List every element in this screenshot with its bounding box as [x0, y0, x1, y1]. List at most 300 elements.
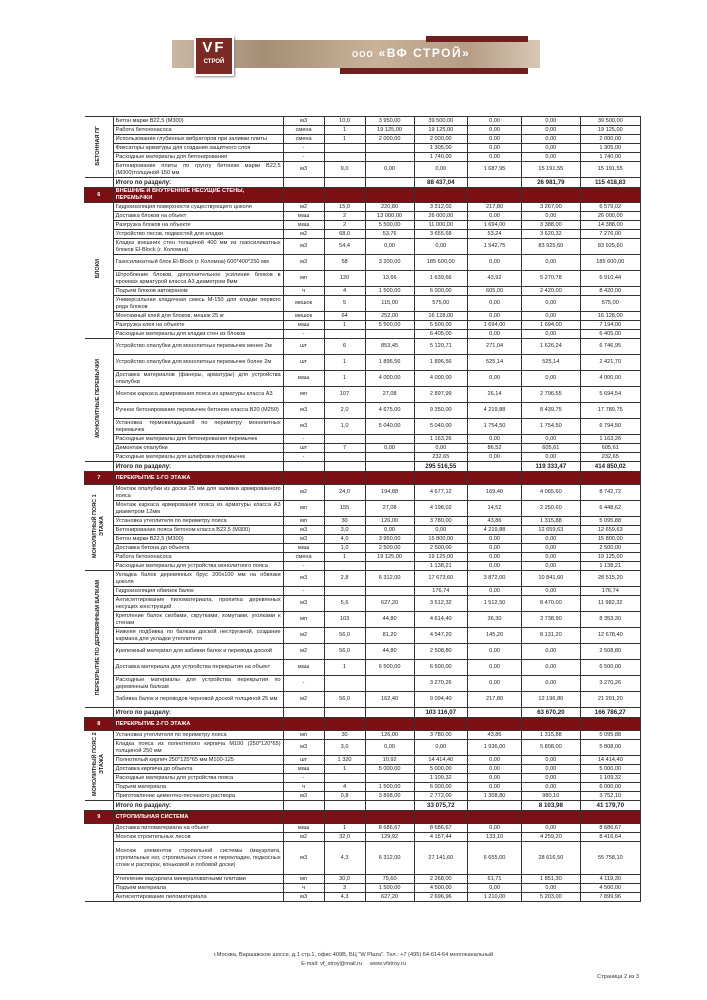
empty-cell: [324, 718, 365, 731]
cell-work-price: 0,00: [467, 553, 521, 562]
table-row: [85, 765, 641, 774]
cell-materials-sum: 6 500,00: [414, 660, 467, 676]
spacer: [85, 462, 114, 472]
cell-total: 12 678,40: [580, 628, 640, 644]
item-name: Установка утеплителя по периметру пояса: [113, 731, 283, 740]
cell-work-price: 1 936,00: [467, 740, 521, 756]
cell-unit-price: [365, 453, 414, 462]
cell-materials-sum: 3 270,26: [414, 676, 467, 692]
cell-materials-sum: 6 000,00: [414, 287, 467, 296]
empty-cell: [522, 188, 580, 203]
cell-work-price: 0,00: [467, 135, 521, 144]
cell-work-price: 169,40: [467, 485, 521, 501]
cell-work-sum: 8 470,00: [522, 596, 580, 612]
cell-unit-price: [365, 587, 414, 596]
cell-unit-price: 1 500,00: [365, 287, 414, 296]
total-label: Итого по разделу:: [113, 708, 283, 718]
cell-materials-sum: 5 040,00: [414, 419, 467, 435]
cell-work-price: 0,00: [467, 212, 521, 221]
cell-total: 185 600,00: [580, 255, 640, 271]
cell-qty: 1,0: [324, 419, 365, 435]
header-accent-bar: [426, 36, 528, 42]
cell-work-sum: 1 851,30: [522, 875, 580, 884]
item-name: Работа бетононасоса: [113, 126, 283, 135]
cell-qty: [324, 144, 365, 153]
cell-unit-price: 194,88: [365, 485, 414, 501]
cell-work-sum: 0,00: [522, 756, 580, 765]
empty-cell: [324, 462, 365, 472]
footer-contacts: [0, 961, 707, 967]
cell-materials-sum: 1 740,00: [414, 153, 467, 162]
cell-unit: м2: [283, 628, 324, 644]
cell-work-sum: 0,00: [522, 644, 580, 660]
cell-unit-price: 3 950,00: [365, 535, 414, 544]
item-name: Газосиликатный блок El-Block (г. Коломна) 600*400*250 мм: [113, 255, 283, 271]
cell-work-sum: 15 191,55: [522, 162, 580, 178]
table-row: [85, 774, 641, 783]
cell-qty: 1: [324, 355, 365, 371]
cell-qty: 15,0: [324, 203, 365, 212]
item-name: Антисептирование пиломатериала: [113, 893, 283, 902]
cell-unit-price: 220,80: [365, 203, 414, 212]
cell-work-sum: 0,00: [522, 296, 580, 312]
cell-unit: шт: [283, 444, 324, 453]
cell-unit-price: 0,00: [365, 526, 414, 535]
section-number: 8: [85, 718, 114, 731]
cell-total: 28 515,20: [580, 571, 640, 587]
cell-work-price: 0,00: [467, 296, 521, 312]
item-name: Устройство опалубки для монолитных перемычек менее 2м: [113, 339, 283, 355]
cell-qty: 68,0: [324, 230, 365, 239]
cell-materials-sum: 1 109,32: [414, 774, 467, 783]
cell-unit: мешок: [283, 296, 324, 312]
cell-materials-sum: 0,00: [414, 526, 467, 535]
item-name: Расходные материалы для устройства перекрытия по деревянным балкам: [113, 676, 283, 692]
table-row: [85, 162, 641, 178]
cell-work-price: 0,00: [467, 117, 521, 126]
empty-cell: [283, 811, 324, 824]
cell-total: 2 508,80: [580, 644, 640, 660]
cell-unit: м3: [283, 535, 324, 544]
cell-unit-price: [365, 330, 414, 339]
total-materials: 88 437,04: [414, 178, 467, 188]
cell-work-price: 1 542,75: [467, 239, 521, 255]
cell-total: 2 421,70: [580, 355, 640, 371]
item-name: Использование глубинных вибраторов при заливки плиты: [113, 135, 283, 144]
cell-unit: шт: [283, 756, 324, 765]
item-name: Подъем блоков автокраном: [113, 287, 283, 296]
cell-total: 6 000,00: [580, 783, 640, 792]
cell-work-sum: 2 796,55: [522, 387, 580, 403]
cell-materials-sum: 17 673,60: [414, 571, 467, 587]
cell-unit-price: 19 125,00: [365, 553, 414, 562]
cell-total: 39 500,00: [580, 117, 640, 126]
cell-work-price: 0,00: [467, 435, 521, 444]
item-name: Укладка балок деревянных брус 200х100 мм на обвязки цоколя: [113, 571, 283, 587]
empty-cell: [365, 462, 414, 472]
table-row: [85, 644, 641, 660]
cell-unit: маш: [283, 371, 324, 387]
cell-work-sum: 3 620,32: [522, 230, 580, 239]
item-name: Утепление мауэрлата минераловатными плитами: [113, 875, 283, 884]
item-name: Ручное бетонирование перемычек бетоном класса В20 (М250): [113, 403, 283, 419]
cell-work-price: 0,00: [467, 153, 521, 162]
table-row: [85, 355, 641, 371]
item-name: Приготовление цементно-песчаного раствора: [113, 792, 283, 801]
cell-qty: 1 320: [324, 756, 365, 765]
cell-total: 8 353,30: [580, 612, 640, 628]
cell-total: 176,74: [580, 587, 640, 596]
cell-materials-sum: 4 000,00: [414, 371, 467, 387]
cell-total: 14 388,00: [580, 221, 640, 230]
cell-total: 15 800,00: [580, 535, 640, 544]
cell-work-price: 0,00: [467, 453, 521, 462]
cell-unit: м3: [283, 419, 324, 435]
cell-work-price: 0,00: [467, 587, 521, 596]
cell-work-sum: 1 754,50: [522, 419, 580, 435]
empty-cell: [467, 188, 521, 203]
cell-unit-price: 4 000,00: [365, 371, 414, 387]
item-name: Монтаж каркаса армирования пояса из арматуры класса А3: [113, 387, 283, 403]
cell-unit-price: 0,00: [365, 239, 414, 255]
cell-unit: маш: [283, 824, 324, 833]
empty-cell: [324, 801, 365, 811]
cell-work-price: 43,92: [467, 271, 521, 287]
item-name: Установка термовкладышей по периметру монолитных перемычек: [113, 419, 283, 435]
empty-cell: [324, 811, 365, 824]
item-name: Демонтаж опалубки: [113, 444, 283, 453]
total-label: Итого по разделу:: [113, 178, 283, 188]
empty-cell: [324, 178, 365, 188]
cell-qty: [324, 153, 365, 162]
cell-qty: 56,0: [324, 692, 365, 708]
empty-cell: [414, 718, 467, 731]
empty-cell: [414, 188, 467, 203]
empty-cell: [580, 472, 640, 485]
cell-materials-sum: 2 500,00: [414, 544, 467, 553]
group-label-text: МОНОЛИТНЫЙ ПОЯС 1 ЭТАЖА: [91, 494, 105, 558]
cell-unit: м3: [283, 893, 324, 902]
cell-work-price: 0,00: [467, 255, 521, 271]
cell-unit: м2: [283, 644, 324, 660]
table-row: [85, 893, 641, 902]
cell-unit-price: 3 200,00: [365, 255, 414, 271]
table-row: [85, 330, 641, 339]
cell-materials-sum: 4 157,44: [414, 833, 467, 842]
footer-website[interactable]: www.vfstroy.ru: [369, 961, 406, 967]
cell-unit-price: 10,92: [365, 756, 414, 765]
cell-unit-price: 1 896,56: [365, 355, 414, 371]
cell-total: 5 808,00: [580, 740, 640, 756]
item-name: Бетонирование плиты по грунту бетоном марки В22,5 (М300)толщиной 150 мм: [113, 162, 283, 178]
cell-unit-price: 0,00: [365, 162, 414, 178]
cell-work-price: 1 694,00: [467, 221, 521, 230]
cell-work-sum: 0,00: [522, 255, 580, 271]
cell-unit: -: [283, 453, 324, 462]
cell-work-sum: 12 196,80: [522, 692, 580, 708]
cell-unit-price: 6 312,00: [365, 842, 414, 875]
item-name: Доставка кирпича до объекта: [113, 765, 283, 774]
cell-total: 3 752,10: [580, 792, 640, 801]
cell-unit: -: [283, 435, 324, 444]
item-name: Кладка внешних стен толщиной 400 мм из газосиликатных блоков El-Block (г. Коломна): [113, 239, 283, 255]
cell-total: 2 500,00: [580, 544, 640, 553]
cell-work-price: 53,24: [467, 230, 521, 239]
empty-cell: [414, 811, 467, 824]
cell-unit-price: 3 950,00: [365, 117, 414, 126]
table-row: [85, 230, 641, 239]
cell-total: 6 746,95: [580, 339, 640, 355]
cell-unit: -: [283, 144, 324, 153]
cell-work-price: 86,52: [467, 444, 521, 453]
cell-unit-price: 27,08: [365, 387, 414, 403]
page-number: Страница 2 из 3: [597, 974, 639, 980]
estimate-table: [84, 116, 641, 902]
group-label: [85, 339, 114, 462]
empty-cell: [580, 718, 640, 731]
cell-work-price: 145,20: [467, 628, 521, 644]
cell-qty: 6: [324, 339, 365, 355]
cell-materials-sum: 9 350,00: [414, 403, 467, 419]
cell-materials-sum: 3 512,32: [414, 596, 467, 612]
table-row: [85, 203, 641, 212]
cell-unit: м2: [283, 230, 324, 239]
cell-unit: -: [283, 153, 324, 162]
table-row: [85, 783, 641, 792]
cell-work-sum: 0,00: [522, 312, 580, 321]
cell-work-sum: 3 267,00: [522, 203, 580, 212]
item-name: Крепление балок скобами, скрутками, хомутами, уголками к стенам: [113, 612, 283, 628]
cell-unit-price: [365, 435, 414, 444]
cell-qty: 56,0: [324, 628, 365, 644]
empty-cell: [365, 708, 414, 718]
empty-cell: [324, 472, 365, 485]
cell-qty: 1,0: [324, 544, 365, 553]
empty-cell: [467, 462, 521, 472]
cell-materials-sum: 19 125,00: [414, 126, 467, 135]
header-accent-bar: [340, 68, 528, 74]
total-sum: 41 179,70: [580, 801, 640, 811]
cell-materials-sum: 11 000,00: [414, 221, 467, 230]
cell-total: 2 000,00: [580, 135, 640, 144]
table-row: [85, 612, 641, 628]
letterhead: [172, 36, 540, 78]
cell-materials-sum: 0,00: [414, 239, 467, 255]
cell-unit-price: 44,80: [365, 644, 414, 660]
cell-total: 4 500,00: [580, 884, 640, 893]
total-label: Итого по разделу:: [113, 462, 283, 472]
cell-unit: ч: [283, 783, 324, 792]
section-number: 7: [85, 472, 114, 485]
empty-cell: [365, 178, 414, 188]
cell-work-sum: 0,00: [522, 824, 580, 833]
cell-unit-price: 6 500,00: [365, 660, 414, 676]
cell-total: 1 740,00: [580, 153, 640, 162]
cell-work-sum: 3 738,90: [522, 612, 580, 628]
cell-work-sum: 0,00: [522, 676, 580, 692]
table-row: [85, 501, 641, 517]
table-row: [85, 453, 641, 462]
table-row: [85, 792, 641, 801]
cell-unit: маш: [283, 221, 324, 230]
empty-cell: [283, 718, 324, 731]
item-name: Крепежный материал для забивки балок и перевода доской: [113, 644, 283, 660]
cell-unit: м3: [283, 526, 324, 535]
cell-work-price: 14,52: [467, 501, 521, 517]
cell-work-sum: 28 616,50: [522, 842, 580, 875]
cell-materials-sum: 5 000,00: [414, 765, 467, 774]
cell-materials-sum: 2 000,00: [414, 135, 467, 144]
empty-cell: [365, 188, 414, 203]
cell-work-sum: 0,00: [522, 774, 580, 783]
empty-cell: [580, 811, 640, 824]
item-name: Доставка блоков на объект: [113, 212, 283, 221]
table-row: [85, 824, 641, 833]
cell-unit-price: 627,20: [365, 596, 414, 612]
table-row: [85, 126, 641, 135]
cell-qty: 1: [324, 135, 365, 144]
cell-qty: 2,8: [324, 571, 365, 587]
empty-cell: [283, 801, 324, 811]
cell-unit-price: 19 125,00: [365, 126, 414, 135]
cell-unit: шт: [283, 339, 324, 355]
item-name: Гидроизоляция обвязок балок: [113, 587, 283, 596]
cell-materials-sum: 0,00: [414, 444, 467, 453]
item-name: Устройство опалубки для монолитных перемычек более 2м: [113, 355, 283, 371]
total-materials: 295 516,55: [414, 462, 467, 472]
cell-total: 4 119,30: [580, 875, 640, 884]
empty-cell: [522, 718, 580, 731]
cell-total: 8 686,67: [580, 824, 640, 833]
cell-work-price: 0,00: [467, 774, 521, 783]
empty-cell: [467, 718, 521, 731]
item-name: Нижняя подбивка по балкам доской неструганой, создание кармана для укладки утеплителя: [113, 628, 283, 644]
cell-total: 8 742,72: [580, 485, 640, 501]
cell-work-price: 271,04: [467, 339, 521, 355]
cell-total: 575,00: [580, 296, 640, 312]
cell-materials-sum: 14 414,40: [414, 756, 467, 765]
cell-unit-price: 27,08: [365, 501, 414, 517]
empty-cell: [467, 811, 521, 824]
empty-cell: [283, 178, 324, 188]
empty-cell: [467, 178, 521, 188]
item-name: Расходные материалы для бетонирования перемычек: [113, 435, 283, 444]
cell-qty: 1: [324, 126, 365, 135]
cell-materials-sum: 185 600,00: [414, 255, 467, 271]
cell-unit-price: 3 898,00: [365, 792, 414, 801]
cell-total: 15 191,55: [580, 162, 640, 178]
table-row: [85, 833, 641, 842]
cell-total: 7 276,00: [580, 230, 640, 239]
cell-total: 1 305,00: [580, 144, 640, 153]
item-name: Доставка материалов (фанеры, арматуры) для устройства опалубки: [113, 371, 283, 387]
cell-total: 6 500,00: [580, 660, 640, 676]
cell-unit-price: 853,45: [365, 339, 414, 355]
cell-work-price: 0,00: [467, 144, 521, 153]
cell-total: 19 125,00: [580, 126, 640, 135]
group-label: [85, 571, 114, 708]
cell-total: 3 270,26: [580, 676, 640, 692]
cell-qty: 1: [324, 765, 365, 774]
cell-work-sum: 0,00: [522, 453, 580, 462]
cell-unit-price: 129,92: [365, 833, 414, 842]
cell-materials-sum: 8 686,67: [414, 824, 467, 833]
cell-work-price: 0,00: [467, 660, 521, 676]
table-row: [85, 255, 641, 271]
cell-qty: 64: [324, 312, 365, 321]
cell-qty: 155: [324, 501, 365, 517]
total-materials: 103 116,07: [414, 708, 467, 718]
cell-unit: ч: [283, 287, 324, 296]
cell-work-price: 0,00: [467, 644, 521, 660]
cell-qty: 5,6: [324, 596, 365, 612]
cell-unit-price: 115,00: [365, 296, 414, 312]
cell-work-sum: 0,00: [522, 765, 580, 774]
cell-total: 5 095,88: [580, 731, 640, 740]
table-row: [85, 884, 641, 893]
cell-qty: 24,0: [324, 485, 365, 501]
total-label: Итого по разделу:: [113, 801, 283, 811]
cell-materials-sum: 4 677,12: [414, 485, 467, 501]
item-name: Универсальная кладочная смесь М-150 для кладки первого ряда блоков: [113, 296, 283, 312]
cell-qty: 4: [324, 287, 365, 296]
cell-materials-sum: 0,00: [414, 162, 467, 178]
cell-work-sum: 12 659,63: [522, 526, 580, 535]
cell-work-price: 0,00: [467, 371, 521, 387]
item-name: Монтаж строительных лесов: [113, 833, 283, 842]
item-name: Подъем материала: [113, 884, 283, 893]
cell-materials-sum: 26 000,00: [414, 212, 467, 221]
footer-email[interactable]: E-mail: vf_stroy@mail.ru: [301, 961, 363, 967]
cell-unit: -: [283, 562, 324, 571]
cell-unit: мп: [283, 731, 324, 740]
cell-total: 7 194,00: [580, 321, 640, 330]
cell-unit: м3: [283, 117, 324, 126]
cell-materials-sum: 6 000,00: [414, 783, 467, 792]
cell-qty: 7: [324, 444, 365, 453]
empty-cell: [580, 188, 640, 203]
table-row: [85, 403, 641, 419]
cell-total: 83 925,60: [580, 239, 640, 255]
cell-qty: 5: [324, 296, 365, 312]
cell-qty: 1: [324, 660, 365, 676]
group-label: [85, 203, 114, 339]
cell-qty: 4,3: [324, 893, 365, 902]
cell-work-sum: 0,00: [522, 783, 580, 792]
cell-materials-sum: 3 780,00: [414, 731, 467, 740]
cell-qty: 9,0: [324, 162, 365, 178]
cell-work-price: 1 694,00: [467, 321, 521, 330]
table-row: [85, 153, 641, 162]
cell-unit-price: 162,40: [365, 692, 414, 708]
cell-qty: [324, 676, 365, 692]
cell-total: 16 128,00: [580, 312, 640, 321]
cell-materials-sum: 15 800,00: [414, 535, 467, 544]
cell-total: 6 579,02: [580, 203, 640, 212]
cell-unit-price: 252,00: [365, 312, 414, 321]
item-name: Доставка бетона до объекта: [113, 544, 283, 553]
cell-qty: 30: [324, 731, 365, 740]
section-total-row: [85, 462, 641, 472]
cell-work-sum: 0,00: [522, 562, 580, 571]
cell-work-sum: 2 420,00: [522, 287, 580, 296]
cell-work-sum: 0,00: [522, 553, 580, 562]
empty-cell: [324, 708, 365, 718]
cell-unit: м3: [283, 596, 324, 612]
empty-cell: [414, 472, 467, 485]
cell-materials-sum: 1 305,00: [414, 144, 467, 153]
empty-cell: [324, 188, 365, 203]
